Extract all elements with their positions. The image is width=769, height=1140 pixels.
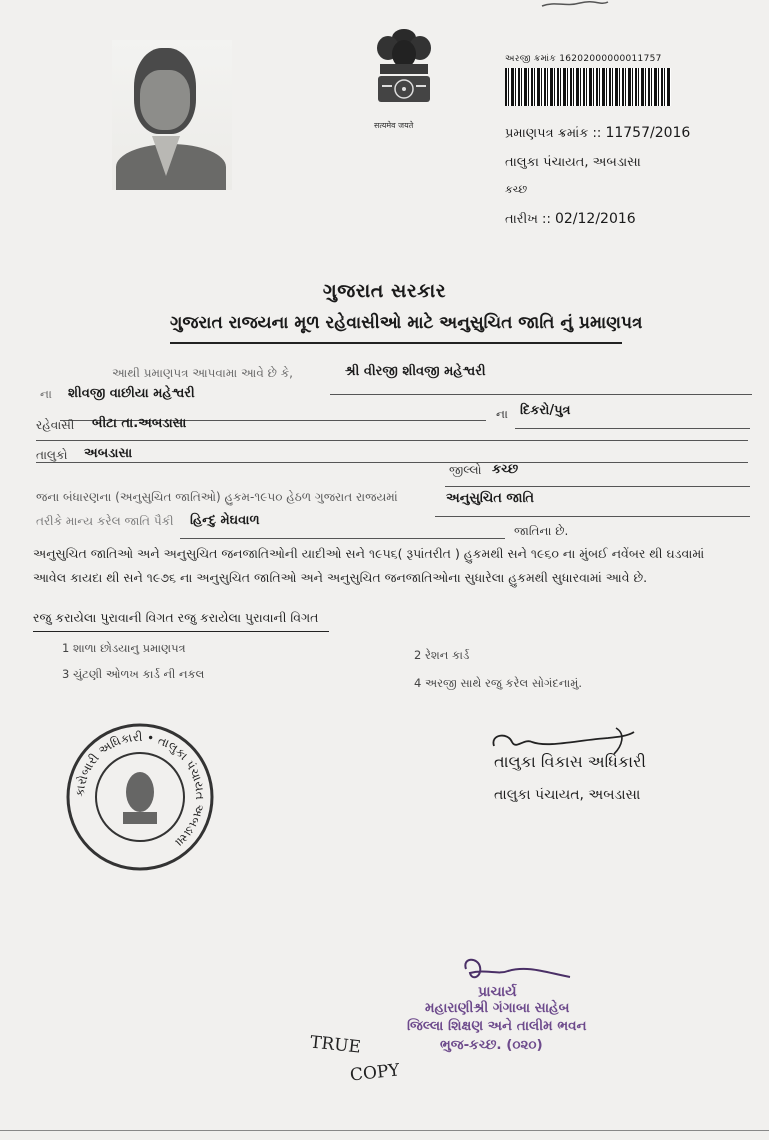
rule — [445, 486, 750, 487]
relation-label: ના — [496, 407, 508, 421]
relation-value: દિકરો/પુત્ર — [520, 403, 571, 418]
applicant-name: શ્રી વીરજી શીવજી મહેશ્વરી — [345, 364, 486, 379]
applicant-photo — [112, 40, 232, 190]
true-copy-mark: TRUE — [309, 1032, 362, 1058]
svg-text:કારોબારી અધિકારી • તાલુકા પંચા: કારોબારી અધિકારી • તાલુકા પંચાયત અબડાસા — [72, 729, 208, 850]
official-seal-icon — [65, 720, 215, 875]
rule — [180, 538, 505, 539]
taluka-label: તાલુકો — [36, 448, 68, 462]
certificate-number: પ્રમાણપત્ર ક્રમાંક :: 11757/2016 — [505, 125, 691, 141]
true-copy-mark-2: COPY — [349, 1060, 401, 1086]
national-emblem-icon — [368, 24, 440, 120]
government-heading: ગુજરાત સરકાર — [322, 280, 447, 302]
caste-label: તરીકે માન્ય કરેલ જાતિ પૈકી — [36, 514, 174, 528]
issue-date: તારીખ :: 02/12/2016 — [505, 211, 636, 227]
parent-name: શીવજી વાછીયા મહેશ્વરી — [68, 386, 195, 401]
document-item: 4 અરજી સાથે રજુ કરેલ સોગંદનામું. — [414, 676, 583, 690]
residence-label: રહેવાસી — [36, 418, 75, 432]
documents-heading: રજુ કરાયેલા પુરાવાની વિગત રજુ કરાયેલા પુરાવાની વિગત — [33, 610, 319, 625]
page-bottom-edge — [0, 1130, 769, 1131]
parent-label: ના — [40, 387, 52, 401]
category-value: અનુસુચિત જાતિ — [446, 491, 535, 506]
rule — [330, 394, 752, 395]
application-number-label: અરજી ક્રમાંક 16202000000011757 — [505, 54, 662, 64]
attestation-institution-line2: જિલ્લા શિક્ષણ અને તાલીમ ભવન — [407, 1018, 587, 1034]
intro-label: આથી પ્રમાણપત્ર આપવામા આવે છે કે, — [112, 366, 293, 380]
caste-value: હિન્દુ મેઘવાળ — [190, 513, 260, 528]
rule — [36, 440, 748, 441]
barcode — [505, 68, 671, 106]
rule — [36, 462, 748, 463]
district-label: જીલ્લો — [449, 463, 482, 477]
issuing-office: તાલુકા પંચાયત, અબડાસા — [505, 155, 641, 170]
attestation-location: ભુજ-કચ્છ. (૦૨૦) — [440, 1037, 543, 1053]
documents-heading-underline — [33, 631, 329, 632]
attestation-institution: મહારાણીશ્રી ગંગાબા સાહેબ — [425, 1000, 570, 1016]
document-item: 3 ચુંટણી ઓળખ કાર્ડ ની નકલ — [62, 667, 205, 681]
document-item: 1 શાળા છોડયાનુ પ્રમાણપત્ર — [62, 641, 186, 655]
document-item: 2 રેશન કાર્ડ — [414, 648, 470, 662]
emblem-motto: सत्यमेव जयते — [374, 121, 414, 130]
taluka-value: અબડાસા — [84, 446, 133, 461]
caste-suffix: જાતિના છે. — [514, 524, 569, 538]
signatory-title: તાલુકા વિકાસ અધિકારી — [494, 752, 646, 771]
district-value: કચ્છ — [492, 462, 519, 477]
residence-value: બીટા તા.અબડાસા — [92, 416, 187, 431]
top-edge-mark — [540, 0, 610, 8]
attestation-designation: પ્રાચાર્ય — [478, 984, 517, 1000]
regulation-paragraph-line1: અનુસુચિત જાતિઓ અને અનુસુચિત જનજાતિઓની યાદીઓ સને ૧૯૫૬( રૂપાંતરીત ) હુકમથી સને ૧૯૬૦ ના મુંબઈ નવેંબર થી ઘડવામાં — [33, 546, 705, 561]
certificate-title: ગુજરાત રાજયના મૂળ રહેવાસીઓ માટે અનુસુચિત જાતિ નું પ્રમાણપત્ર — [170, 313, 643, 333]
title-underline — [170, 342, 622, 344]
attestation-signature — [458, 955, 578, 987]
order-label: જના બંધારણના (અનુસુચિત જાતિઓ) હુકમ-૧૯૫૦ હેઠળ ગુજરાત રાજયમાં — [36, 490, 398, 504]
signatory-office: તાલુકા પંચાયત, અબડાસા — [494, 787, 641, 803]
rule — [435, 516, 750, 517]
issuing-district: કચ્છ — [505, 183, 528, 196]
rule — [515, 428, 750, 429]
regulation-paragraph-line2: આવેલ કાયદા થી સને ૧૯૭૬ ના અનુસુચિત જાતિઓ અને અનુસુચિત જનજાતિઓના સુધારેલા હુકમથી સુધારવામાં આવે છે. — [33, 570, 648, 585]
